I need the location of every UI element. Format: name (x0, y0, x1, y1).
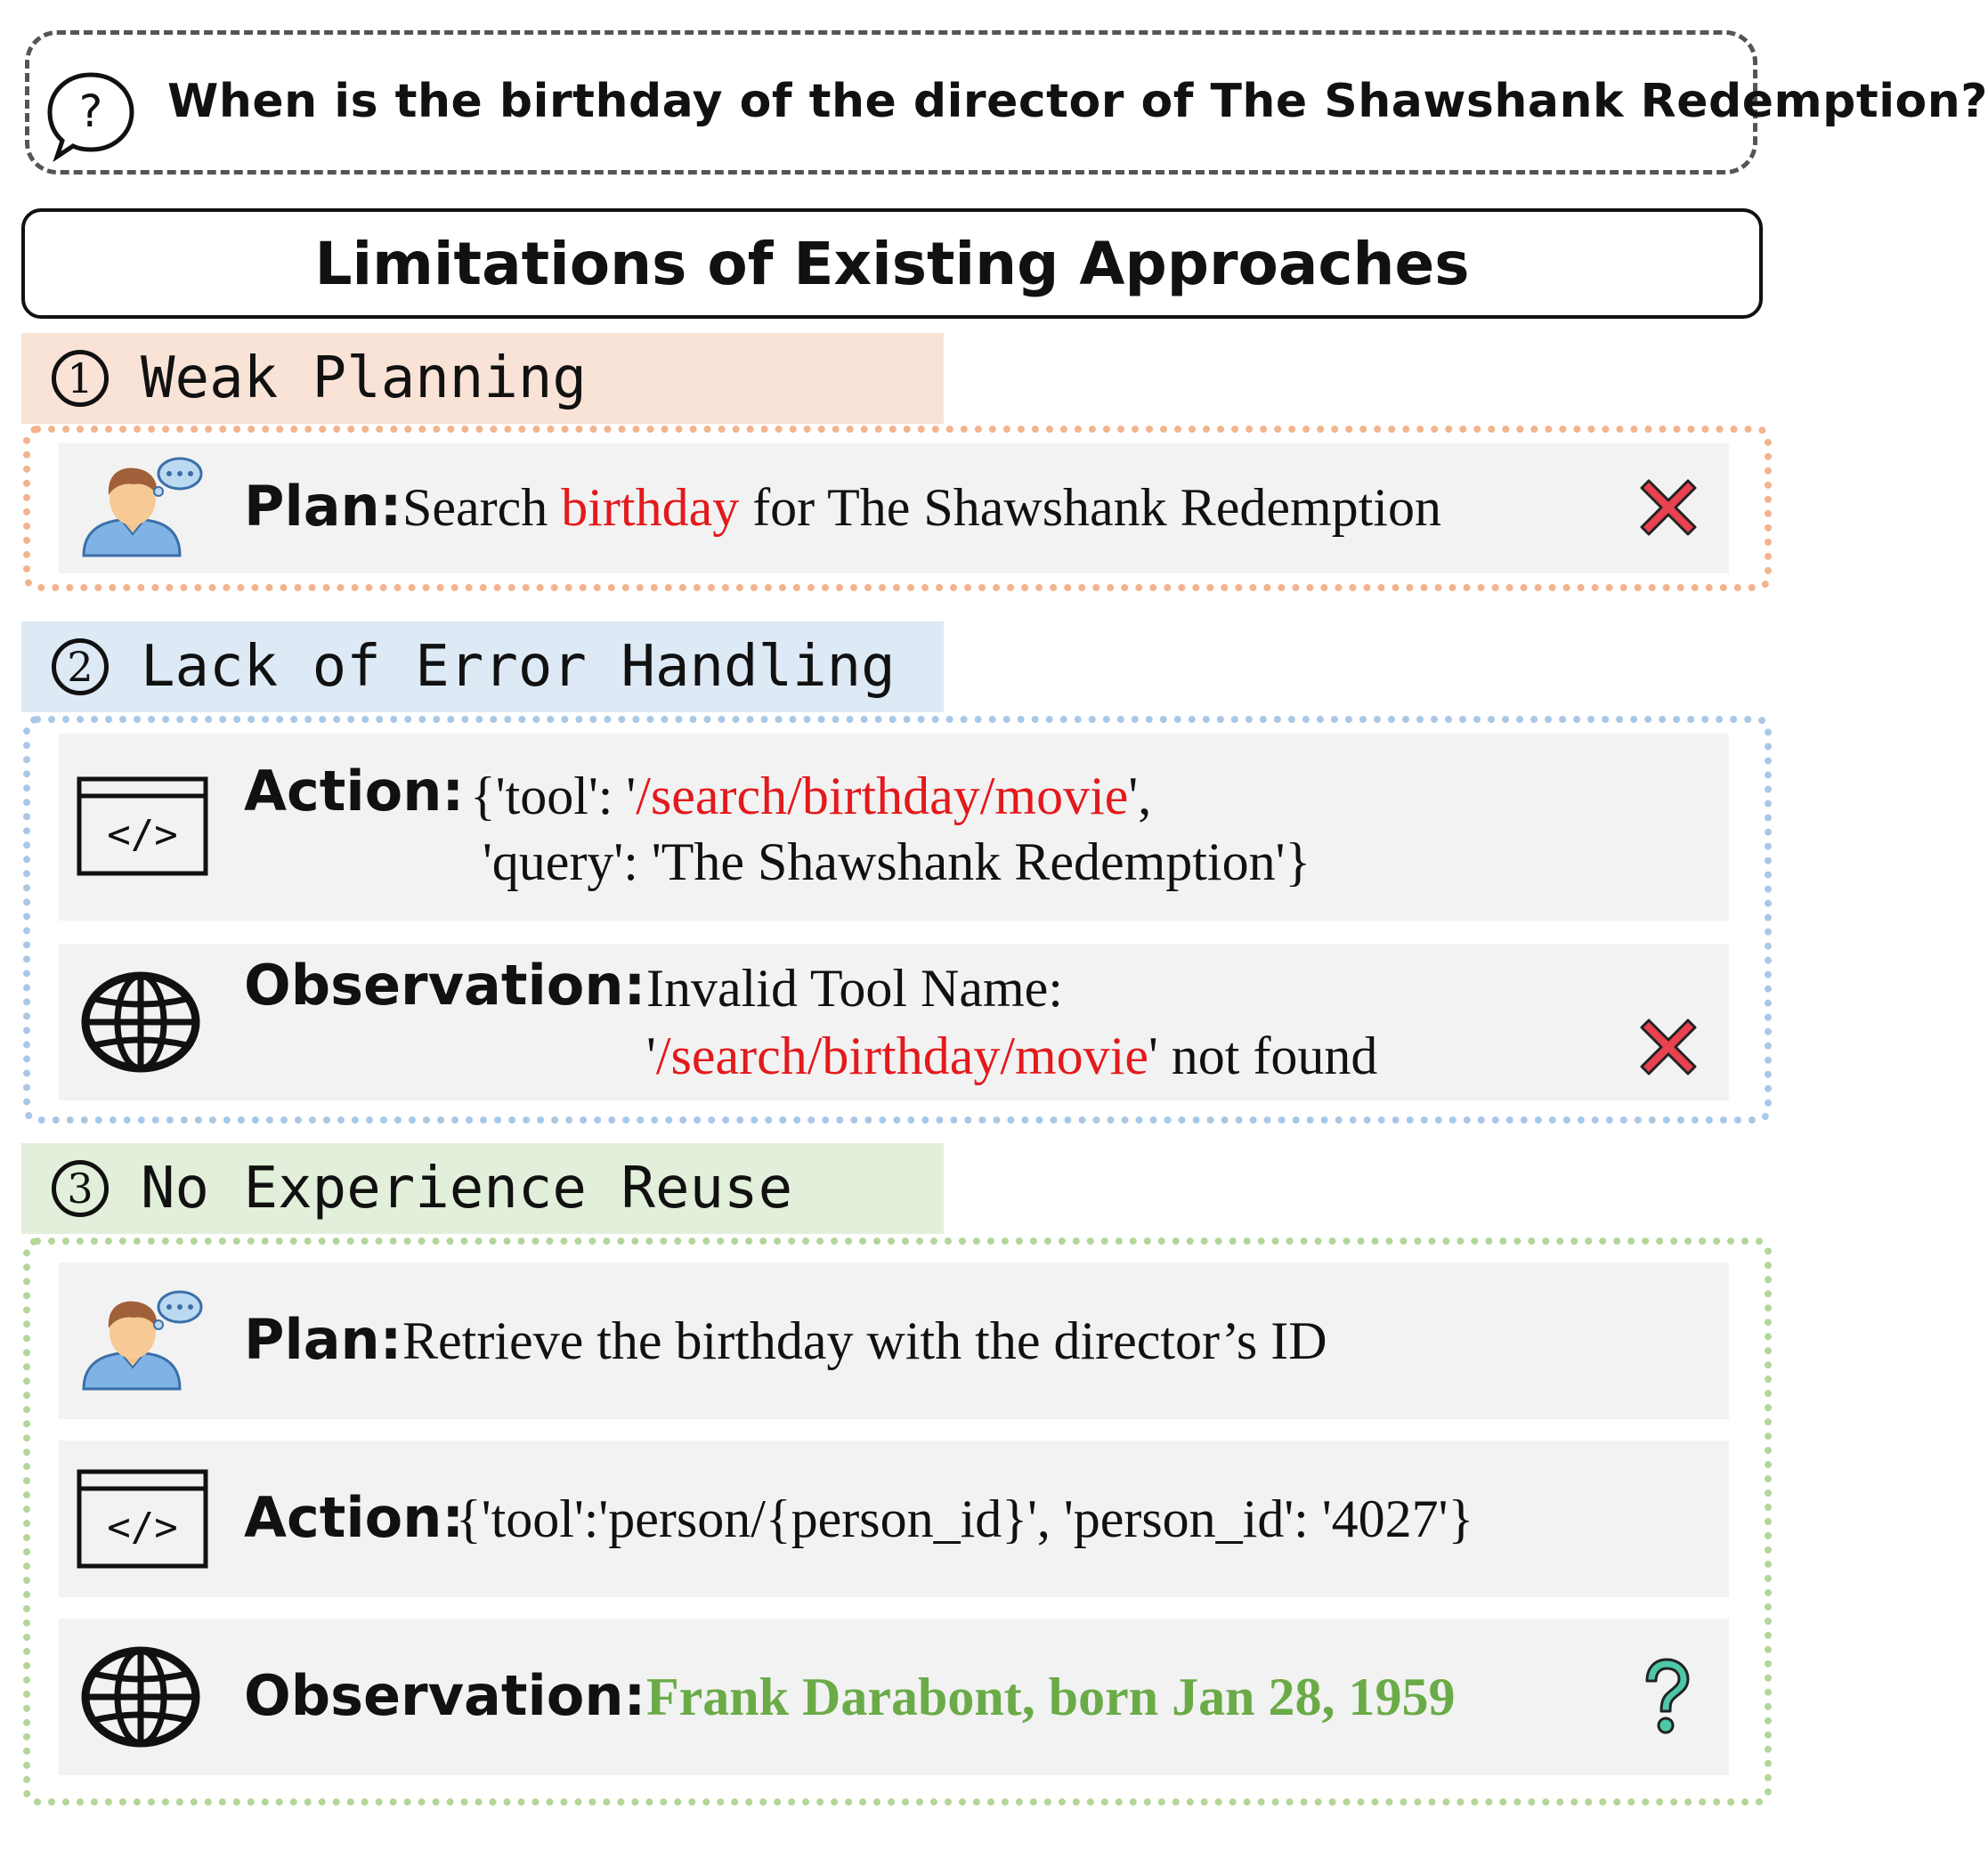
question-text: When is the birthday of the director of The Shawshank Redemption? (167, 75, 1988, 128)
observation-highlight: /search/birthday/movie (655, 1027, 1148, 1085)
observation-row (59, 944, 1729, 1100)
plan-row (59, 443, 1729, 573)
plan-label: Plan: (244, 474, 402, 539)
plan-row (59, 1262, 1729, 1419)
thinking-person-icon (77, 1289, 201, 1392)
question-bubble-icon (45, 69, 137, 162)
action-label: Action: (244, 759, 465, 824)
svg-text:</>: </> (107, 1505, 178, 1550)
observation-answer: Frank Darabont, born Jan 28, 1959 (646, 1668, 1456, 1726)
plan-text: Retrieve the birthday with the director’s ID (402, 1311, 1327, 1370)
section-label: Weak Planning (141, 345, 587, 411)
page-title: Limitations of Existing Approaches (314, 229, 1470, 298)
plan-label: Plan: (244, 1307, 402, 1372)
section-number: 1 (52, 350, 109, 407)
code-icon (77, 1469, 208, 1569)
x-icon (1633, 472, 1704, 543)
observation-row (59, 1619, 1729, 1775)
action-highlight: /search/birthday/movie (636, 767, 1129, 825)
observation-text-line2: '/search/birthday/movie' not found (646, 1027, 1378, 1085)
action-row (59, 734, 1729, 921)
thinking-person-icon (77, 456, 201, 559)
action-text: {'tool':'person/{person_id}', 'person_id': '4027'} (456, 1489, 1474, 1548)
plan-highlight: birthday (561, 478, 740, 537)
section-header-error-handling (21, 621, 944, 712)
observation-text-line1: Invalid Tool Name: (646, 959, 1063, 1018)
svg-text:</>: </> (107, 812, 178, 857)
observation-label: Observation: (244, 953, 646, 1018)
code-icon (77, 776, 208, 876)
question-icon (1636, 1654, 1695, 1740)
section-label: No Experience Reuse (141, 1156, 793, 1222)
observation-label: Observation: (244, 1663, 646, 1728)
title-box (21, 208, 1763, 319)
section-number: 3 (52, 1160, 109, 1217)
globe-icon (80, 1645, 201, 1749)
section-number: 2 (52, 638, 109, 695)
action-label: Action: (244, 1485, 465, 1550)
section-header-weak-planning (21, 333, 944, 424)
plan-text: Search birthday for The Shawshank Redemption (402, 478, 1441, 537)
action-row (59, 1441, 1729, 1597)
x-icon (1633, 1011, 1704, 1083)
section-header-experience-reuse (21, 1143, 944, 1234)
svg-text:?: ? (78, 85, 103, 137)
action-text-line2: 'query': 'The Shawshank Redemption'} (483, 832, 1311, 891)
globe-icon (80, 970, 201, 1074)
action-text-line1: {'tool': '/search/birthday/movie', (470, 767, 1152, 825)
section-label: Lack of Error Handling (141, 634, 896, 700)
